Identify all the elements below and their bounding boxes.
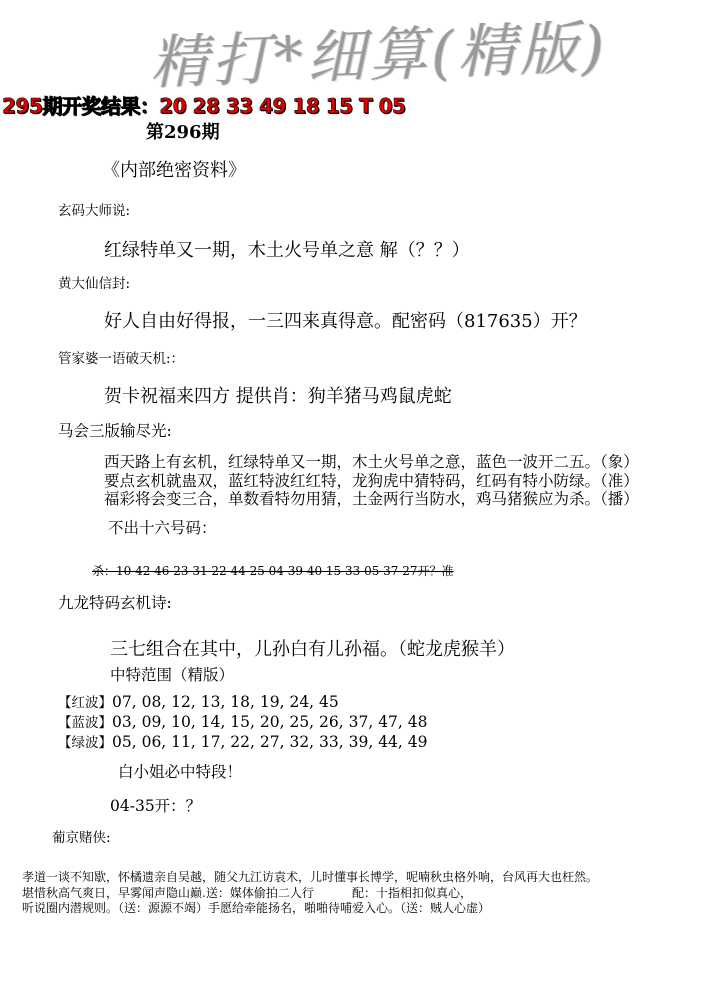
guanjiapo-heading: 管家婆一语破天机:： bbox=[58, 351, 185, 367]
issue-number: 第296期 bbox=[146, 122, 220, 143]
huangdaxian-text: 好人自由好得报，一三四来真得意。配密码（817635）开？ bbox=[104, 311, 587, 332]
xuanma-heading: 玄码大师说: bbox=[58, 203, 131, 219]
mahui-line-3: 福彩将会变三合，单数看特勿用猜，土金两行当防水，鸡马猪猴应为杀。（播） bbox=[104, 490, 639, 508]
kill-numbers: 杀：10 42 46 23 31 22 44 25 04 39 40 15 33 05 37 27开？准 bbox=[92, 564, 454, 578]
puxia-line-2: 堪惜秋高气爽日，早雾闻声隐山巅.送：媒体偷拍二人行 配：十指相扣似真心， bbox=[22, 885, 472, 900]
wave-blue bbox=[58, 711, 428, 731]
title-art: 精打*细算(精版) bbox=[149, 13, 610, 97]
jiulong-heading: 九龙特码玄机诗: bbox=[58, 594, 172, 612]
puxia-line-3: 听说圈内潜规则。（送：源源不竭）手愿给牵能扬名，啪啪待哺爱入心。（送：贼人心虚） bbox=[22, 901, 491, 915]
wave-green-numbers: 05, 06, 11, 17, 22, 27, 32, 33, 39, 44, 49 bbox=[112, 733, 428, 751]
puxia-heading: 葡京赌侠: bbox=[52, 830, 111, 846]
wave-green bbox=[58, 731, 428, 751]
wave-red-numbers: 07, 08, 12, 13, 18, 19, 24, 45 bbox=[112, 693, 339, 711]
wave-red-label: 【红波】 bbox=[58, 695, 112, 711]
mahui-line-1: 西天路上有玄机，红绿特单又一期，木土火号单之意，蓝色一波开二五。（象） bbox=[104, 453, 639, 471]
guanjiapo-text: 贺卡祝福来四方 提供肖：狗羊猪马鸡鼠虎蛇 bbox=[104, 386, 452, 407]
section-title: 《内部绝密资料》 bbox=[102, 160, 246, 181]
baixiaojie-text: 白小姐必中特段！ bbox=[118, 763, 243, 781]
wave-blue-label: 【蓝波】 bbox=[58, 715, 112, 731]
xuanma-text: 红绿特单又一期，木土火号单之意 解（？？） bbox=[104, 240, 470, 261]
wave-red bbox=[58, 691, 339, 711]
mahui-poem bbox=[104, 453, 639, 509]
puxia-line-1: 孝道一谈不知歇，怀橘遗亲自吴越，随父九江访袁术，儿时懂事长博学，呢喃秋虫格外响，台风再大也枉然。 bbox=[22, 870, 599, 884]
mahui-line-2: 要点玄机就蛊双，蓝红特波红红特，龙狗虎中猜特码，红码有特小防绿。（准） bbox=[104, 471, 639, 490]
mahui-heading: 马会三版输尽光: bbox=[58, 422, 172, 440]
no16-text: 不出十六号码： bbox=[108, 519, 217, 537]
jiulong-poem: 三七组合在其中，儿孙白有儿孙福。（蛇龙虎猴羊） bbox=[110, 639, 515, 660]
puxia-poem bbox=[22, 870, 598, 917]
huangdaxian-heading: 黄大仙信封: bbox=[58, 276, 131, 292]
range-title: 中特范围（精版） bbox=[110, 666, 235, 684]
wave-blue-numbers: 03, 09, 10, 14, 15, 20, 25, 26, 37, 47, 48 bbox=[112, 713, 428, 731]
result-line: 295期开奖结果：20 28 33 49 18 15 T 05 bbox=[2, 94, 406, 118]
wave-green-label: 【绿波】 bbox=[58, 735, 112, 751]
range-text: 04-35开：？ bbox=[110, 797, 202, 815]
